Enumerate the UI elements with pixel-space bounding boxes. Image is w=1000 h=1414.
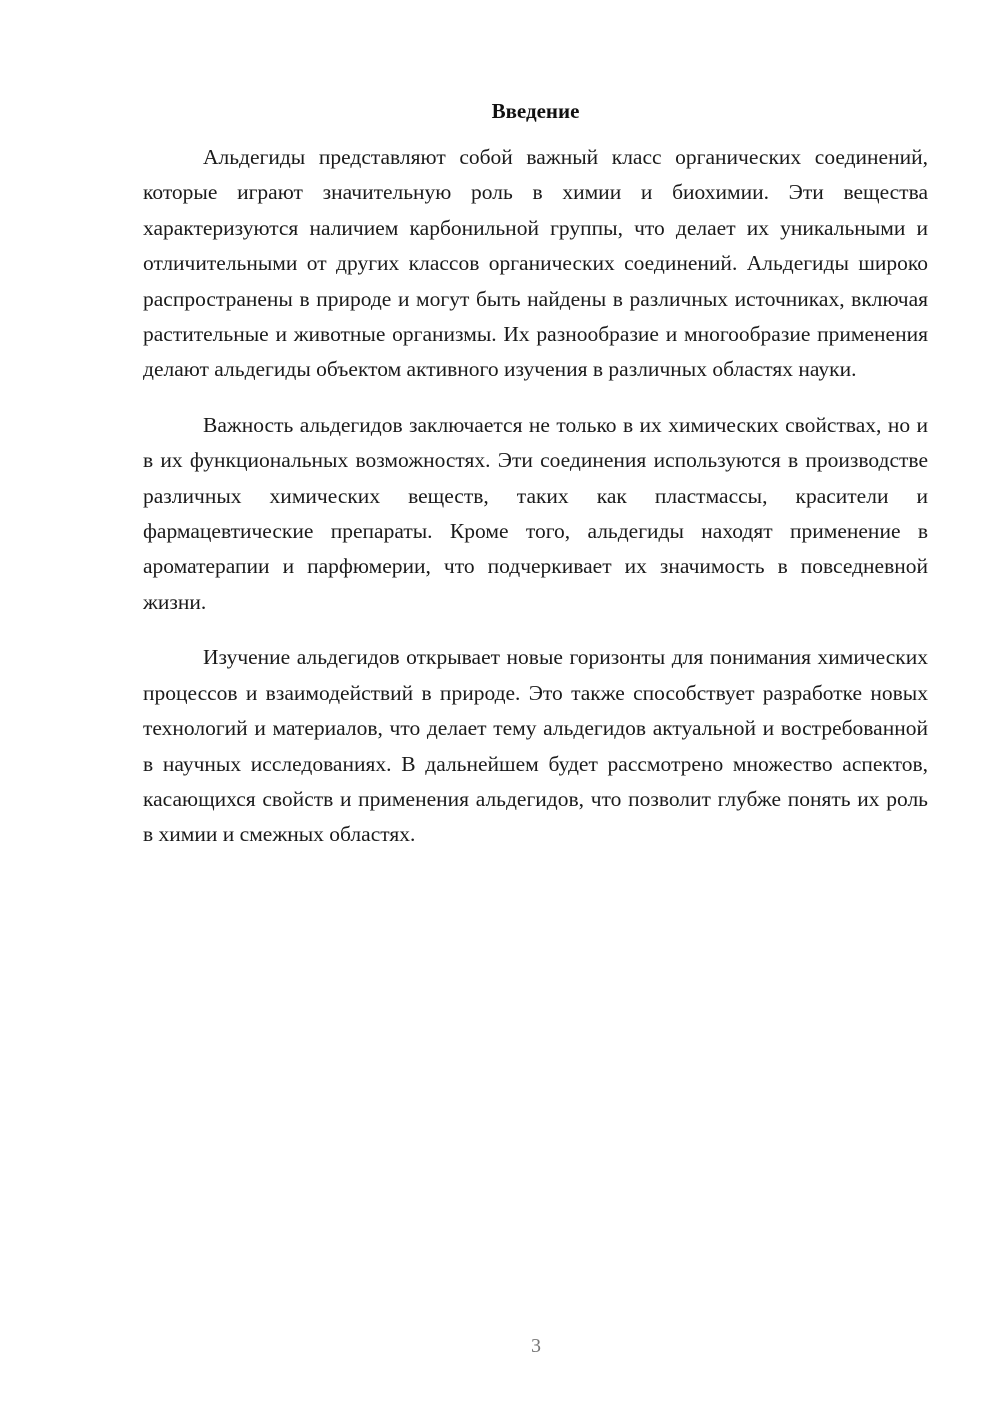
page-number: 3 <box>531 1335 541 1357</box>
paragraph-study: Изучение альдегидов открывает новые горизонты для понимания химических процессов и взаимодействий в природе. Это также способствует разработке новых технологий и материалов, что делает тему альдегидов актуальной и востребованной в научных исследованиях. В дальнейшем будет рассмотрено множество аспектов, касающихся свойств и применения альдегидов, что позволит глубже понять их роль в химии и смежных областях. <box>143 645 928 847</box>
paragraph-importance: Важность альдегидов заключается не только в их химических свойствах, но и в их функциональных возможностях. Эти соединения используются в производстве различных химических веществ, таких как пластмассы, красители и фармацевтические препараты. Кроме того, альдегиды находят применение в ароматерапии и парфюмерии, что подчеркивает их значимость в повседневной жизни. <box>143 412 928 614</box>
paragraph-intro: Альдегиды представляют собой важный класс органических соединений, которые играют значительную роль в химии и биохимии. Эти вещества характеризуются наличием карбонильной группы, что делает их уникальными и отличительными от других классов органических соединений. Альдегиды широко распространены в природе и могут быть найдены в различных источниках, включая растительные и животные организмы. Их разнообразие и многообразие применения делают альдегиды объектом активного изучения в различных областях науки. <box>143 145 928 382</box>
page-content <box>143 96 928 873</box>
page-title: Введение <box>491 99 580 123</box>
